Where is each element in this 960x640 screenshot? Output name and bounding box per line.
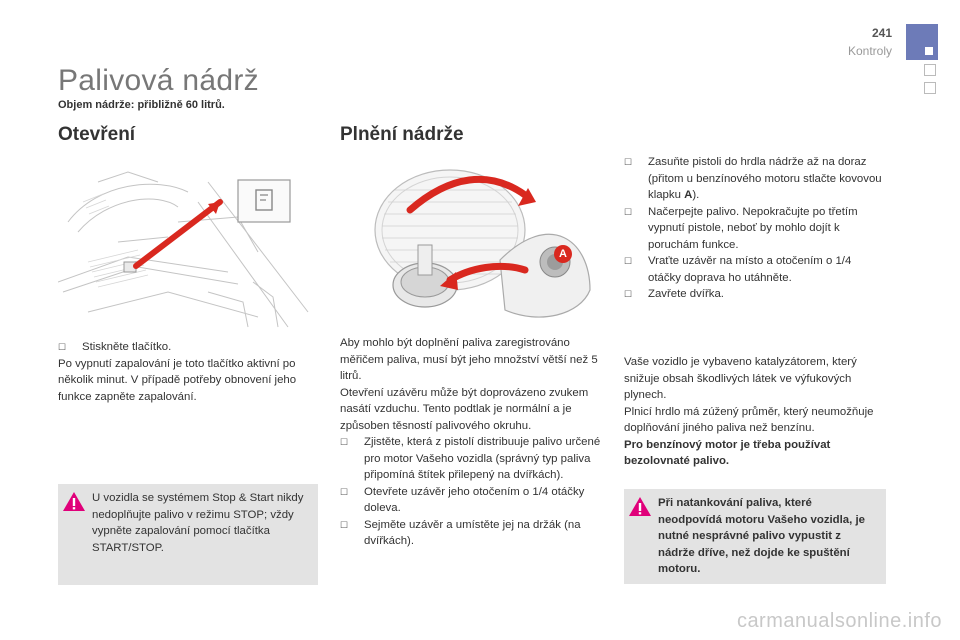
right-bullet-3: ☐ Vraťte uzávěr na místo a otočením o 1/4 otáčky doprava ho utáhněte. [624,253,886,286]
left-warning-box [58,484,318,585]
warning-icon [628,495,652,519]
callout-label-a: A [559,248,567,260]
tank-capacity: Objem nádrže: přibližně 60 litrů. [58,99,225,111]
right-bullet-4: ☐ Zavřete dvířka. [624,286,886,303]
middle-bullet-2: ☐ Otevřete uzávěr jeho otočením o 1/4 otáčky doleva. [340,484,602,517]
chapter-tab [906,24,938,60]
right-paragraph-3: Pro benzínový motor je třeba používat bezolovnaté palivo. [624,438,831,467]
right-bullet-1-ref: A [684,189,693,201]
right-paragraph-2: Plnicí hrdlo má zúžený průměr, který neumožňuje doplňování jiného paliva než benzínu. [624,405,874,434]
page-number: 241 [871,26,892,40]
right-bullet-1-end: ). [692,189,700,201]
right-paragraph-1: Vaše vozidlo je vybaveno katalyzátorem, který snižuje obsah škodlivých látek ve výfukových plynech. [624,356,857,401]
heading-filling: Plnění nádrže [340,124,464,145]
right-bullet-2: ☐ Načerpejte palivo. Nepokračujte po třetím vypnutí pistole, neboť by mohlo dojít k poruchám funkce. [624,204,886,254]
nav-square-1 [924,64,936,76]
right-bullet-1 [624,154,886,204]
middle-paragraph-2: Otevření uzávěru může být doprovázeno zvukem nasátí vzduchu. Tento podtlak je normální a je způsoben těsností palivového okruhu. [340,386,589,432]
fuel-cap-figure [340,150,605,330]
middle-bullet-3: ☐ Sejměte uzávěr a umístěte jej na držák (na dvířkách). [340,517,602,550]
nav-square-2 [924,82,936,94]
section-label: Kontroly [847,44,892,58]
left-warning-text: U vozidla se systémem Stop & Start nikdy nedoplňujte palivo v režimu STOP; vždy vypněte zapalování pomocí tlačítka START/STOP. [92,492,304,554]
tab-dot [925,47,933,55]
left-text-block [58,339,320,405]
left-paragraph: Po vypnutí zapalování je toto tlačítko aktivní po několik minut. V případě potřeby obnovení jeho funkce zapněte zapalování. [58,357,297,403]
dashboard-button-figure [58,162,318,332]
right-bullet-1-text: Zasuňte pistoli do hrdla nádrže až na doraz (přitom u benzínového motoru stlačte kovovou klapku [648,156,882,201]
right-bullets-block [624,154,886,303]
middle-bullet-1: ☐ Zjistěte, která z pistolí distribuuje palivo určené pro motor Vašeho vozidla (správný typ paliva připomíná štítek přilepený na dvířkách). [340,434,602,484]
middle-paragraph-1: Aby mohlo být doplnění paliva zaregistrováno měřičem paliva, musí být jeho množství větší než 5 litrů. [340,337,598,382]
watermark: carmanualsonline.info [736,610,942,632]
warning-icon [62,490,86,514]
page-title: Palivová nádrž [58,64,259,97]
dashboard-illustration [58,162,318,332]
right-warning-box [624,489,886,584]
right-warning-text: Při natankování paliva, které neodpovídá motoru Vašeho vozidla, je nutné nesprávné palivo vypustit z nádrže dříve, než dojde ke spuštění motoru. [658,497,865,575]
right-text-block [624,354,886,470]
left-bullet: ☐ Stiskněte tlačítko. [58,339,320,356]
heading-opening: Otevření [58,124,136,145]
fuel-cap-illustration [340,150,605,330]
middle-text-block [340,335,602,550]
